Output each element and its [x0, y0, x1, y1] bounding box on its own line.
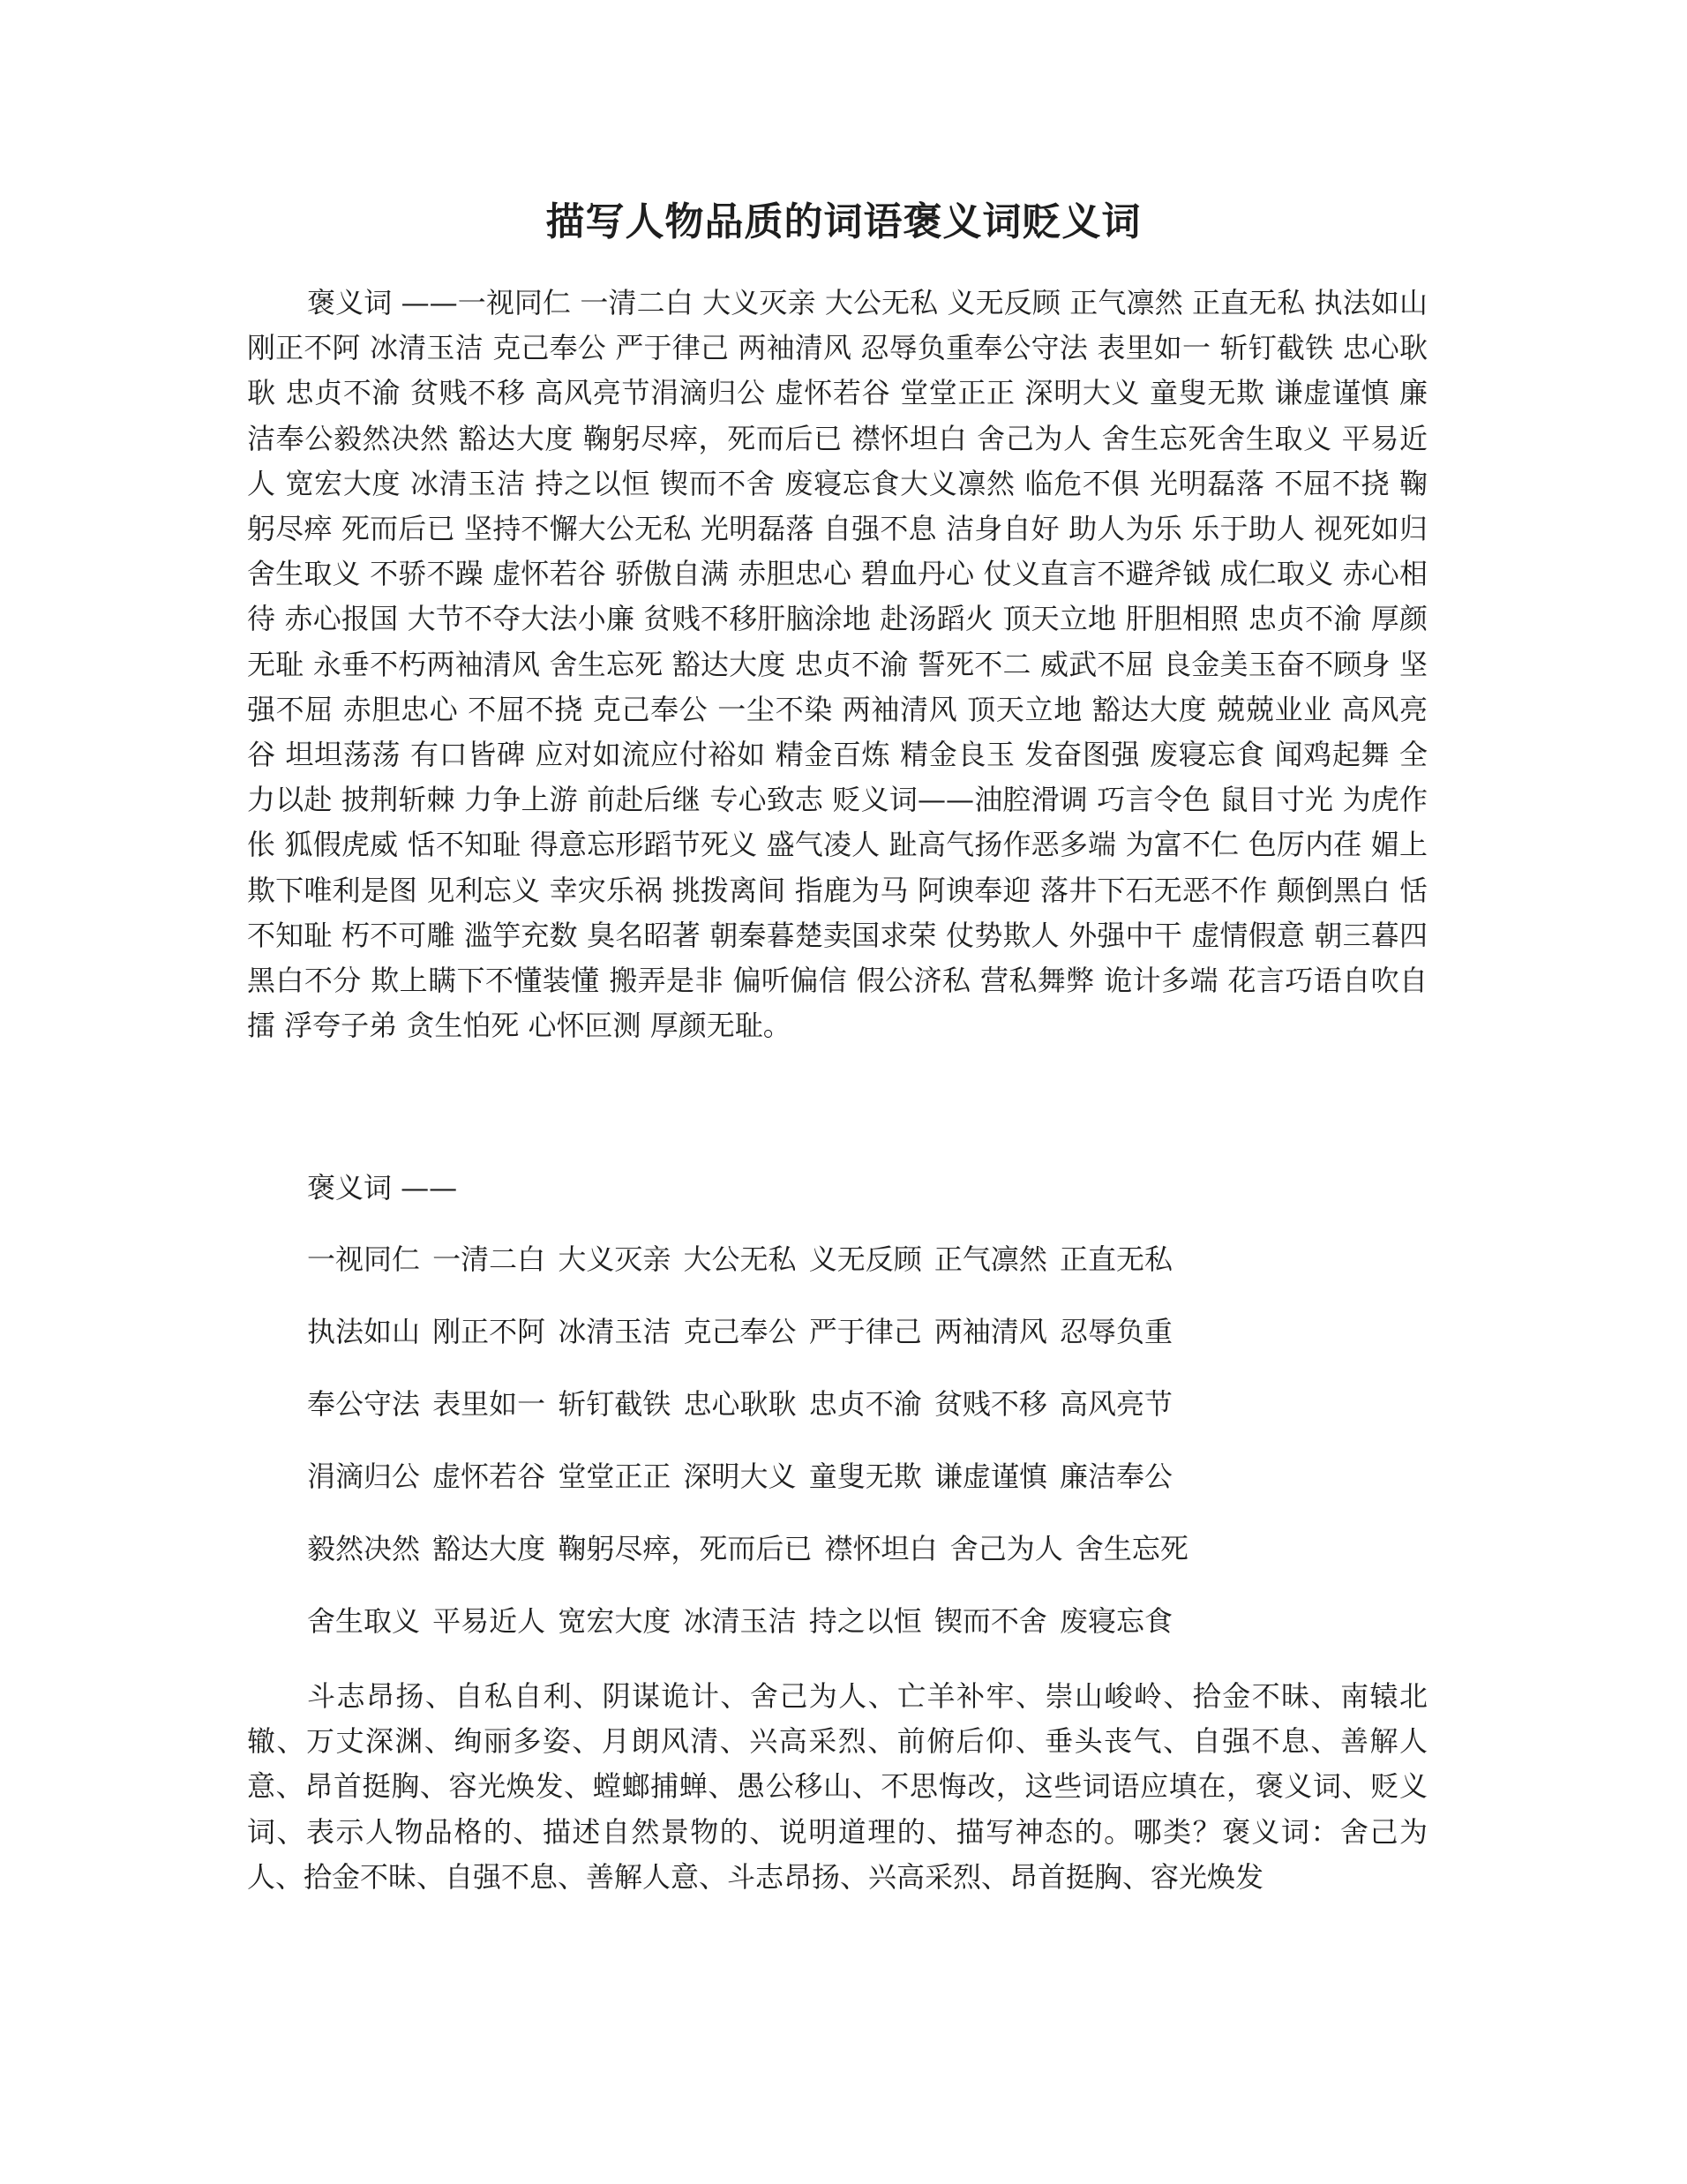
word-row: 涓滴归公 虚怀若谷 堂堂正正 深明大义 童叟无欺 谦虚谨慎 廉洁奉公 — [307, 1460, 1173, 1493]
section-heading: 褒义词 —— — [307, 1171, 458, 1205]
word-row: 执法如山 刚正不阿 冰清玉洁 克己奉公 严于律己 两袖清风 忍辱负重 — [307, 1315, 1173, 1348]
word-row: 一视同仁 一清二白 大义灭亲 大公无私 义无反顾 正气凛然 正直无私 — [307, 1242, 1173, 1276]
word-row: 舍生取义 平易近人 宽宏大度 冰清玉洁 持之以恒 锲而不舍 废寝忘食 — [307, 1604, 1173, 1638]
word-row: 毅然决然 豁达大度 鞠躬尽瘁，死而后已 襟怀坦白 舍己为人 舍生忘死 — [307, 1532, 1188, 1565]
main-paragraph: 褒义词 ——一视同仁 一清二白 大义灭亲 大公无私 义无反顾 正气凛然 正直无私 执法如山 刚正不阿 冰清玉洁 克己奉公 严于律己 两袖清风 忍辱负重奉公守法 表里如一 斩钉截铁 忠心耿耿 忠贞不渝 贫贱不移 高风亮节涓滴归公 虚怀若谷 堂堂正正 深明大义 童叟无欺 谦虚谨慎 廉洁奉公毅然决然 豁达大度 鞠躬尽瘁，死而后已 襟怀坦白 舍己为人 舍生忘死舍生取义 平易近人 宽宏大度 冰清玉洁 持之以恒 锲而不舍 废寝忘食大义凛然 临危不俱 光明磊落 不屈不挠 鞠躬尽瘁 死而后已 坚持不懈大公无私 光明磊落 自强不息 洁身自好 助人为乐 乐于助人 视死如归舍生取义 不骄不躁 虚怀若谷 骄傲自满 赤胆忠心 碧血丹心 仗义直言不避斧钺 成仁取义 赤心相待 赤心报国 大节不夺大法小廉 贫贱不移肝脑涂地 赴汤蹈火 顶天立地 肝胆相照 忠贞不渝 厚颜无耻 永垂不朽两袖清风 舍生忘死 豁达大度 忠贞不渝 誓死不二 威武不屈 良金美玉奋不顾身 坚强不屈 赤胆忠心 不屈不挠 克己奉公 一尘不染 两袖清风 顶天立地 豁达大度 兢兢业业 高风亮谷 坦坦荡荡 有口皆碑 应对如流应付裕如 精金百炼 精金良玉 发奋图强 废寝忘食 闻鸡起舞 全力以赴 披荆斩棘 力争上游 前赴后继 专心致志 贬义词——油腔滑调 巧言令色 鼠目寸光 为虎作伥 狐假虎威 恬不知耻 得意忘形蹈节死义 盛气凌人 趾高气扬作恶多端 为富不仁 色厉内荏 媚上欺下唯利是图 见利忘义 幸灾乐祸 挑拨离间 指鹿为马 阿谀奉迎 落井下石无恶不作 颠倒黑白 恬不知耻 朽不可雕 滥竽充数 臭名昭著 朝秦暮楚卖国求荣 仗势欺人 外强中干 虚情假意 朝三暮四 黑白不分 欺上瞒下不懂装懂 搬弄是非 偏听偏信 假公济私 营私舞弊 诡计多端 花言巧语自吹自擂 浮夸子弟 贪生怕死 心怀叵测 厚颜无耻。 — [247, 286, 1428, 1043]
word-row: 奉公守法 表里如一 斩钉截铁 忠心耿耿 忠贞不渝 贫贱不移 高风亮节 — [307, 1387, 1173, 1421]
exercise-paragraph: 斗志昂扬、自私自利、阴谋诡计、舍己为人、亡羊补牢、崇山峻岭、拾金不昧、南辕北辙、万丈深渊、绚丽多姿、月朗风清、兴高采烈、前俯后仰、垂头丧气、自强不息、善解人意、昂首挺胸、容光焕发、螳螂捕蝉、愚公移山、不思悔改，这些词语应填在，褒义词、贬义词、表示人物品格的、描述自然景物的、说明道理的、描写神态的。哪类？褒义词：舍己为人、拾金不昧、自强不息、善解人意、斗志昂扬、兴高采烈、昂首挺胸、容光焕发 — [247, 1679, 1428, 1894]
document-title: 描写人物品质的词语褒义词贬义词 — [545, 199, 1142, 244]
